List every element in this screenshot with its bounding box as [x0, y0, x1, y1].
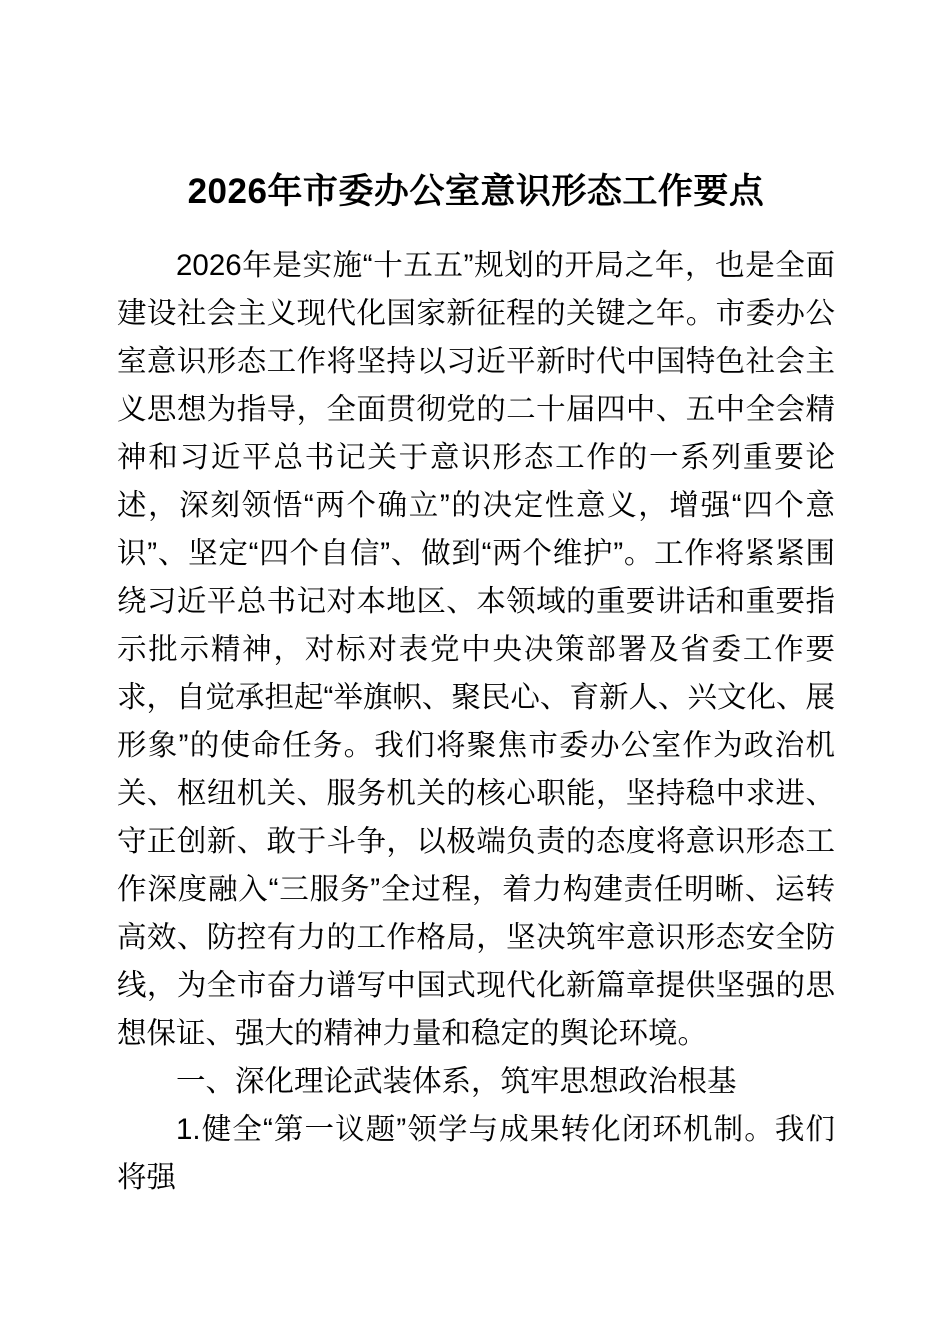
section-heading-one: 一、深化理论武装体系，筑牢思想政治根基 — [176, 1065, 737, 1099]
opening-paragraph: 2026年是实施“十五五”规划的开局之年，也是全面建设社会主义现代化国家新征程的关键之年。市委办公室意识形态工作将坚持以习近平新时代中国特色社会主义思想为指导，全面贯彻党的二十届四中、五中全会精神和习近平总书记关于意识形态工作的一系列重要论述，深刻领悟“两个确立”的决定性意义，增强“四个意识”、坚定“四个自信”、做到“两个维护”。工作将紧紧围绕习近平总书记对本地区、本领域的重要讲话和重要指示批示精神，对标对表党中央决策部署及省委工作要求，自觉承担起“举旗帜、聚民心、育新人、兴文化、展形象”的使命任务。我们将聚焦市委办公室作为政治机关、枢纽机关、服务机关的核心职能，坚持稳中求进、守正创新、敢于斗争，以极端负责的态度将意识形态工作深度融入“三服务”全过程，着力构建责任明晰、运转高效、防控有力的工作格局，坚决筑牢意识形态安全防线，为全市奋力谱写中国式现代化新篇章提供坚强的思想保证、强大的精神力量和稳定的舆论环境。 — [117, 249, 835, 1051]
document-content — [117, 168, 835, 1202]
list-item-one: 1.健全“第一议题”领学与成果转化闭环机制。我们将强 — [117, 1113, 835, 1195]
page-title: 2026年市委办公室意识形态工作要点 — [187, 172, 765, 211]
